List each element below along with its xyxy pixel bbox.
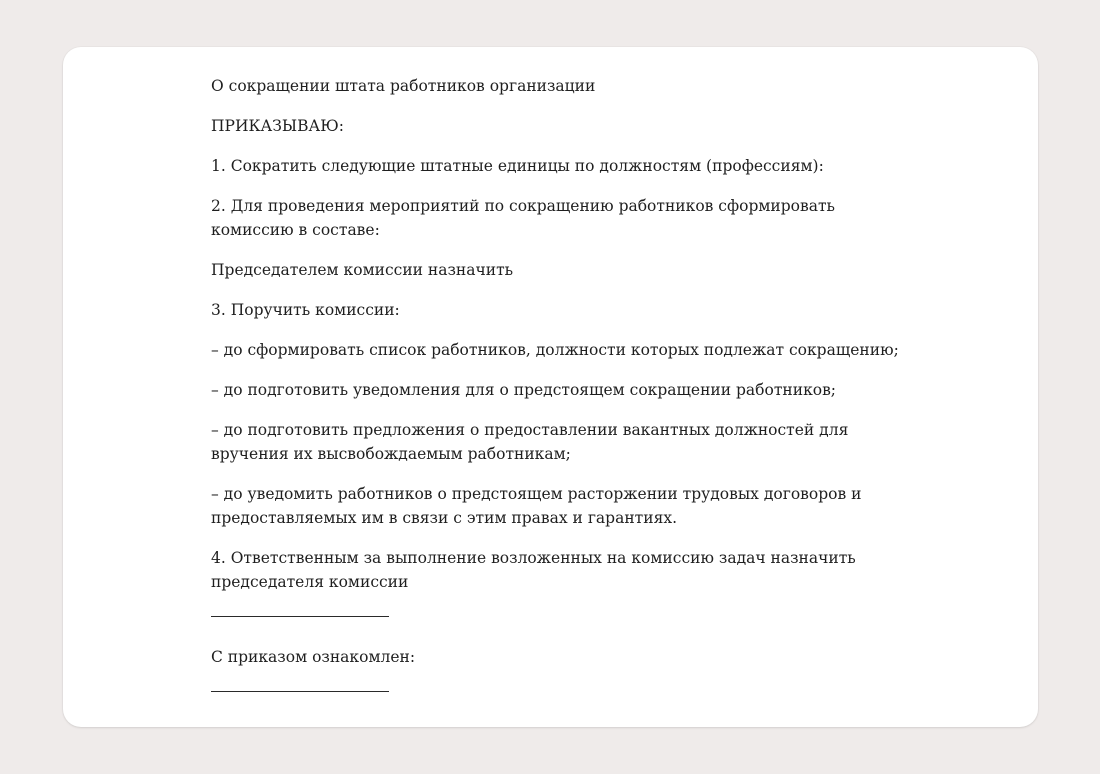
order-word: ПРИКАЗЫВАЮ: — [211, 117, 344, 135]
document-page — [63, 47, 1038, 727]
acknowledgement-signature-line — [211, 691, 389, 692]
signature-line — [211, 616, 389, 617]
acknowledged-label: С приказом ознакомлен: — [211, 648, 416, 666]
task-4: – до уведомить работников о предстоящем расторжении трудовых договоров и предоставляемых им в связи с этим правах и гарантиях. — [211, 485, 862, 527]
document-body — [211, 74, 911, 720]
item-1: 1. Сократить следующие штатные единицы по должностям (профессиям): — [211, 157, 824, 175]
item-4: 4. Ответственным за выполнение возложенных на комиссию задач назначить председателя комиссии — [211, 549, 856, 591]
item-3: 3. Поручить комиссии: — [211, 301, 400, 319]
document-title: О сокращении штата работников организации — [211, 77, 596, 95]
task-2: – до подготовить уведомления для о предстоящем сокращении работников; — [211, 381, 837, 399]
task-1: – до сформировать список работников, должности которых подлежат сокращению; — [211, 341, 899, 359]
item-2: 2. Для проведения мероприятий по сокращению работников сформировать комиссию в составе: — [211, 197, 835, 239]
task-3: – до подготовить предложения о предоставлении вакантных должностей для вручения их высвобождаемым работникам; — [211, 421, 849, 463]
chairman-line: Председателем комиссии назначить — [211, 261, 514, 279]
